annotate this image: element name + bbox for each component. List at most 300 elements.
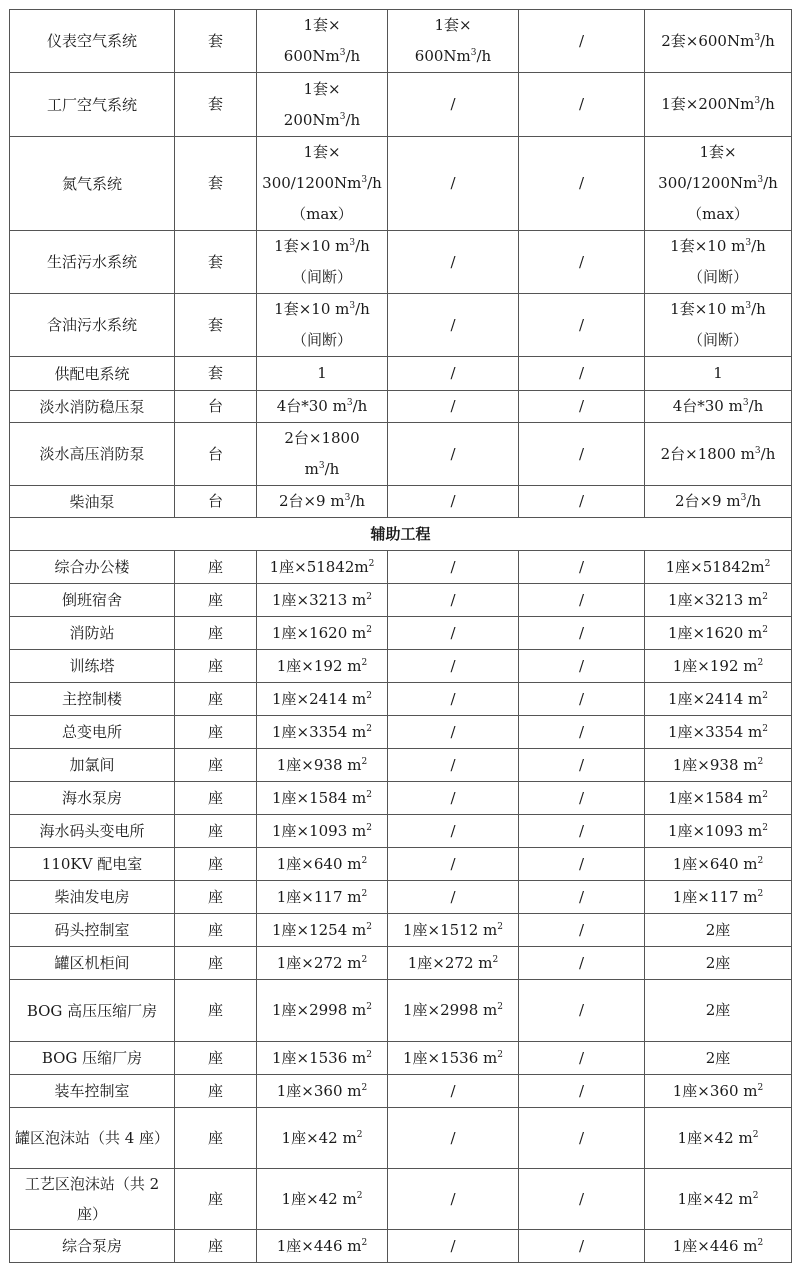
cell-line xyxy=(260,358,384,389)
cell-text: / xyxy=(578,364,585,382)
cell-item-name: 综合办公楼 xyxy=(10,551,175,584)
table-row xyxy=(10,683,792,716)
cell-text: 1座×640 m xyxy=(672,854,758,873)
cell-line xyxy=(391,1231,515,1262)
cell-item-name: 含油污水系统 xyxy=(10,294,175,357)
cell-line xyxy=(648,137,788,168)
cell-line xyxy=(648,26,788,57)
cell-text: 1座×938 m xyxy=(672,755,758,774)
cell-c3 xyxy=(257,10,388,73)
cell-c3 xyxy=(257,486,388,518)
cell-line xyxy=(648,995,788,1026)
cell-c3 xyxy=(257,423,388,486)
superscript: 2 xyxy=(757,1082,764,1093)
cell-unit: 座 xyxy=(175,551,257,584)
cell-text: 1套× xyxy=(303,16,341,34)
cell-line xyxy=(648,717,788,748)
cell-c6 xyxy=(645,391,792,423)
superscript: 2 xyxy=(366,723,372,734)
superscript: 3 xyxy=(349,301,356,311)
cell-line xyxy=(522,684,641,715)
cell-line xyxy=(648,1231,788,1262)
cell-line xyxy=(522,1043,641,1074)
cell-c3 xyxy=(257,650,388,683)
cell-line xyxy=(260,948,384,979)
cell-c4 xyxy=(388,357,519,391)
cell-c3 xyxy=(257,782,388,815)
cell-item-name: 淡水消防稳压泵 xyxy=(10,391,175,423)
table-row xyxy=(10,782,792,815)
cell-line xyxy=(648,325,788,356)
cell-c6 xyxy=(645,980,792,1042)
cell-unit: 套 xyxy=(175,231,257,294)
cell-line xyxy=(648,1076,788,1107)
table-row xyxy=(10,914,792,947)
table-row xyxy=(10,584,792,617)
cell-line xyxy=(260,1184,384,1215)
cell-unit: 座 xyxy=(175,617,257,650)
cell-c3 xyxy=(257,683,388,716)
cell-text: / xyxy=(450,397,456,415)
cell-c3 xyxy=(257,980,388,1042)
cell-line xyxy=(648,552,788,583)
cell-text: 1座×3213 m xyxy=(667,590,763,609)
cell-c6 xyxy=(645,551,792,584)
cell-c4 xyxy=(388,1169,519,1230)
cell-c6 xyxy=(645,1108,792,1169)
cell-c5 xyxy=(519,881,645,914)
cell-line xyxy=(391,684,515,715)
cell-unit: 座 xyxy=(175,1075,257,1108)
cell-line xyxy=(391,995,515,1026)
superscript: 2 xyxy=(366,690,372,701)
cell-line xyxy=(391,1123,515,1154)
cell-line xyxy=(260,294,384,325)
cell-line xyxy=(260,486,384,517)
cell-line xyxy=(522,552,641,583)
table-body-auxiliary xyxy=(10,551,792,1263)
cell-line xyxy=(260,651,384,682)
cell-line xyxy=(522,486,641,517)
cell-unit: 座 xyxy=(175,749,257,782)
cell-text: 1座×1093 m xyxy=(271,821,367,840)
superscript: 2 xyxy=(361,954,368,965)
table-body-systems xyxy=(10,10,792,518)
cell-text-suffix: /h xyxy=(324,460,340,478)
cell-line xyxy=(522,1123,641,1154)
cell-text: 1座×1254 m xyxy=(271,920,367,939)
cell-line xyxy=(391,948,515,979)
cell-c6 xyxy=(645,914,792,947)
cell-c3 xyxy=(257,231,388,294)
cell-text: / xyxy=(450,623,456,642)
cell-unit: 座 xyxy=(175,947,257,980)
superscript: 2 xyxy=(356,1190,363,1201)
cell-line xyxy=(648,948,788,979)
table-row xyxy=(10,10,792,73)
table-row xyxy=(10,486,792,518)
cell-text: / xyxy=(450,1236,456,1255)
cell-text: / xyxy=(578,656,585,675)
table-row xyxy=(10,137,792,231)
cell-line xyxy=(260,1123,384,1154)
superscript: 2 xyxy=(497,921,503,932)
cell-c3 xyxy=(257,137,388,231)
cell-text: 1套× xyxy=(699,143,737,161)
cell-text: 1座×2414 m xyxy=(667,689,763,708)
cell-text: 300/1200Nm xyxy=(658,174,758,192)
superscript: 3 xyxy=(339,111,346,122)
superscript: 3 xyxy=(757,175,764,185)
cell-text: / xyxy=(450,590,456,609)
cell-text: 2座 xyxy=(705,1048,731,1067)
cell-text: 1座×42 m xyxy=(281,1128,357,1147)
cell-c5 xyxy=(519,10,645,73)
cell-c5 xyxy=(519,73,645,137)
cell-line xyxy=(260,1043,384,1074)
cell-c5 xyxy=(519,683,645,716)
superscript: 2 xyxy=(366,789,372,800)
cell-c4 xyxy=(388,391,519,423)
cell-line xyxy=(391,391,515,422)
cell-text: （间断） xyxy=(291,331,352,349)
cell-text: 1座×1093 m xyxy=(667,821,763,840)
cell-item-name: 柴油发电房 xyxy=(10,881,175,914)
cell-line xyxy=(260,618,384,649)
cell-line xyxy=(522,358,641,389)
cell-text: 1座×3213 m xyxy=(271,590,367,609)
cell-unit: 套 xyxy=(175,137,257,231)
cell-text-suffix: /h xyxy=(345,110,361,129)
cell-text: 1套×10 m xyxy=(670,300,746,318)
cell-line xyxy=(391,783,515,814)
cell-line xyxy=(648,849,788,880)
cell-text: 1套×10 m xyxy=(274,237,350,255)
cell-line xyxy=(522,1231,641,1262)
cell-c5 xyxy=(519,1075,645,1108)
cell-text: 2台×1800 m xyxy=(660,444,755,463)
cell-text: 2台×1800 xyxy=(284,429,360,447)
cell-text: 1座×1512 m xyxy=(402,920,498,939)
cell-c6 xyxy=(645,749,792,782)
cell-text: 1套× xyxy=(434,16,472,34)
cell-line xyxy=(391,882,515,913)
cell-line xyxy=(648,391,788,422)
cell-c6 xyxy=(645,881,792,914)
cell-c3 xyxy=(257,881,388,914)
cell-line xyxy=(391,816,515,847)
superscript: 2 xyxy=(764,558,771,569)
cell-text: / xyxy=(578,1128,585,1147)
cell-item-name: 供配电系统 xyxy=(10,357,175,391)
cell-text: 1座×272 m xyxy=(276,953,362,972)
cell-text: / xyxy=(450,1128,456,1147)
cell-text-suffix: /h xyxy=(751,237,766,255)
cell-unit: 座 xyxy=(175,980,257,1042)
cell-c3 xyxy=(257,716,388,749)
cell-line xyxy=(391,310,515,341)
cell-text: 1座×2998 m xyxy=(271,1001,367,1019)
cell-text: 1座×938 m xyxy=(276,755,362,774)
table-row xyxy=(10,73,792,137)
cell-c3 xyxy=(257,617,388,650)
cell-line xyxy=(648,262,788,293)
cell-c4 xyxy=(388,294,519,357)
cell-text-suffix: /h xyxy=(345,47,361,65)
cell-item-name: 110KV 配电室 xyxy=(10,848,175,881)
cell-c5 xyxy=(519,551,645,584)
cell-text: 2座 xyxy=(705,1001,731,1019)
cell-text: （max） xyxy=(687,205,749,223)
cell-text: / xyxy=(578,252,585,271)
cell-text: / xyxy=(450,364,456,382)
superscript: 2 xyxy=(366,591,372,602)
cell-text: 4台*30 m xyxy=(276,397,347,415)
cell-c5 xyxy=(519,848,645,881)
cell-unit: 台 xyxy=(175,486,257,518)
cell-c5 xyxy=(519,947,645,980)
cell-text: / xyxy=(578,887,585,906)
cell-line xyxy=(260,391,384,422)
table-row xyxy=(10,423,792,486)
superscript: 2 xyxy=(497,1002,503,1012)
table-body-section xyxy=(10,518,792,551)
cell-item-name: 训练塔 xyxy=(10,650,175,683)
cell-text: / xyxy=(578,1189,585,1208)
superscript: 3 xyxy=(344,493,351,503)
cell-text: / xyxy=(578,788,585,807)
superscript: 3 xyxy=(740,493,747,503)
cell-text: 600Nm xyxy=(283,47,340,65)
cell-c6 xyxy=(645,1075,792,1108)
cell-c3 xyxy=(257,294,388,357)
cell-unit: 套 xyxy=(175,73,257,137)
cell-line xyxy=(522,783,641,814)
cell-c3 xyxy=(257,551,388,584)
cell-text: / xyxy=(578,755,585,774)
cell-line xyxy=(391,618,515,649)
cell-text: / xyxy=(578,854,585,873)
table-row xyxy=(10,551,792,584)
cell-c6 xyxy=(645,683,792,716)
cell-line xyxy=(260,882,384,913)
cell-item-name: 柴油泵 xyxy=(10,486,175,518)
cell-text: 1套× xyxy=(303,79,341,98)
superscript: 2 xyxy=(361,1237,368,1248)
superscript: 2 xyxy=(361,1082,368,1093)
cell-text-suffix: /h xyxy=(760,444,776,463)
cell-text: 1座×1620 m xyxy=(667,623,763,642)
cell-unit: 套 xyxy=(175,294,257,357)
cell-c4 xyxy=(388,231,519,294)
superscript: 3 xyxy=(742,398,749,408)
cell-c4 xyxy=(388,848,519,881)
cell-text: / xyxy=(450,557,456,576)
cell-unit: 座 xyxy=(175,584,257,617)
cell-text: 4台*30 m xyxy=(672,397,743,415)
cell-line xyxy=(391,717,515,748)
cell-text-suffix: /h xyxy=(760,95,775,113)
cell-item-name: 消防站 xyxy=(10,617,175,650)
cell-c5 xyxy=(519,294,645,357)
cell-text: 1座×51842m xyxy=(665,557,765,576)
cell-line xyxy=(391,552,515,583)
cell-text: / xyxy=(578,174,585,192)
cell-text: / xyxy=(578,492,585,510)
superscript: 3 xyxy=(361,175,368,185)
cell-text: 1座×1536 m xyxy=(271,1048,367,1067)
cell-line xyxy=(522,1184,641,1215)
cell-item-name: 工艺区泡沫站（共 2 座） xyxy=(10,1169,175,1230)
cell-text: 1座×446 m xyxy=(672,1236,758,1255)
cell-line xyxy=(522,585,641,616)
superscript: 2 xyxy=(762,789,768,800)
cell-unit: 座 xyxy=(175,881,257,914)
cell-c4 xyxy=(388,1230,519,1263)
cell-line xyxy=(648,1184,788,1215)
cell-line xyxy=(391,1184,515,1215)
cell-text: 1座×1536 m xyxy=(402,1048,498,1067)
cell-text: （间断） xyxy=(687,331,748,349)
cell-text: 2台×9 m xyxy=(674,492,741,510)
cell-line xyxy=(648,783,788,814)
cell-text: 1座×1620 m xyxy=(271,623,367,642)
cell-text: / xyxy=(450,887,456,906)
cell-item-name: 综合泵房 xyxy=(10,1230,175,1263)
table-row xyxy=(10,1169,792,1230)
superscript: 2 xyxy=(366,822,372,833)
cell-item-name: 海水泵房 xyxy=(10,782,175,815)
cell-unit: 座 xyxy=(175,1169,257,1230)
table-row xyxy=(10,947,792,980)
cell-c6 xyxy=(645,73,792,137)
superscript: 3 xyxy=(346,398,353,408)
cell-text: / xyxy=(450,252,456,271)
cell-text: / xyxy=(450,722,456,741)
cell-c5 xyxy=(519,486,645,518)
table-row xyxy=(10,294,792,357)
cell-line xyxy=(648,816,788,847)
cell-text: / xyxy=(578,557,585,576)
cell-line xyxy=(648,168,788,199)
cell-line xyxy=(391,1076,515,1107)
superscript: 2 xyxy=(762,723,768,734)
cell-text: 1座×3354 m xyxy=(271,722,367,741)
cell-unit: 套 xyxy=(175,357,257,391)
cell-text: 1套×10 m xyxy=(670,237,746,255)
table-row xyxy=(10,231,792,294)
cell-c6 xyxy=(645,357,792,391)
cell-unit: 座 xyxy=(175,914,257,947)
superscript: 2 xyxy=(757,1237,764,1248)
cell-text: 1座×192 m xyxy=(276,656,362,675)
cell-line xyxy=(391,750,515,781)
cell-line xyxy=(391,486,515,517)
cell-text: m xyxy=(304,460,319,478)
cell-line xyxy=(648,1123,788,1154)
cell-c5 xyxy=(519,1169,645,1230)
cell-line xyxy=(391,41,515,72)
cell-text: / xyxy=(578,821,585,840)
cell-text: / xyxy=(578,1048,585,1067)
cell-line xyxy=(260,325,384,356)
cell-line xyxy=(391,168,515,199)
superscript: 2 xyxy=(368,558,375,569)
cell-line xyxy=(522,651,641,682)
superscript: 2 xyxy=(757,756,764,767)
table-row xyxy=(10,391,792,423)
table-row xyxy=(10,650,792,683)
cell-c5 xyxy=(519,815,645,848)
cell-line xyxy=(391,849,515,880)
cell-c4 xyxy=(388,914,519,947)
cell-text-suffix: /h xyxy=(751,300,766,318)
cell-c5 xyxy=(519,1042,645,1075)
table-row xyxy=(10,1230,792,1263)
cell-item-name: BOG 压缩厂房 xyxy=(10,1042,175,1075)
cell-line xyxy=(522,915,641,946)
cell-line xyxy=(260,816,384,847)
cell-text: 1座×272 m xyxy=(407,953,493,972)
cell-line xyxy=(648,439,788,470)
cell-item-name: 仪表空气系统 xyxy=(10,10,175,73)
cell-line xyxy=(391,915,515,946)
cell-c5 xyxy=(519,650,645,683)
cell-item-name: 工厂空气系统 xyxy=(10,73,175,137)
cell-c4 xyxy=(388,486,519,518)
cell-c5 xyxy=(519,584,645,617)
cell-line xyxy=(522,717,641,748)
cell-text: 1套×200Nm xyxy=(661,95,755,113)
cell-text: / xyxy=(450,174,456,192)
cell-line xyxy=(522,26,641,57)
cell-c6 xyxy=(645,294,792,357)
cell-unit: 座 xyxy=(175,1108,257,1169)
cell-c3 xyxy=(257,1042,388,1075)
cell-c5 xyxy=(519,1230,645,1263)
cell-text: / xyxy=(578,920,585,939)
cell-text: / xyxy=(578,397,585,415)
cell-line xyxy=(391,439,515,470)
cell-c6 xyxy=(645,617,792,650)
cell-c4 xyxy=(388,650,519,683)
superscript: 2 xyxy=(762,624,768,635)
cell-text: 1座×192 m xyxy=(672,656,758,675)
cell-c4 xyxy=(388,716,519,749)
cell-text: 200Nm xyxy=(283,110,340,129)
cell-text: 1座×3354 m xyxy=(667,722,763,741)
cell-text: / xyxy=(450,315,456,334)
cell-item-name: BOG 高压压缩厂房 xyxy=(10,980,175,1042)
superscript: 3 xyxy=(349,238,356,248)
cell-c3 xyxy=(257,1230,388,1263)
cell-text: 1座×360 m xyxy=(276,1081,362,1100)
cell-text-suffix: /h xyxy=(350,492,366,510)
cell-text: 1套× xyxy=(303,143,341,161)
cell-c3 xyxy=(257,357,388,391)
cell-text: 1座×2998 m xyxy=(402,1001,498,1019)
superscript: 3 xyxy=(754,32,761,43)
cell-line xyxy=(391,1043,515,1074)
cell-unit: 座 xyxy=(175,650,257,683)
cell-text: 1座×42 m xyxy=(677,1128,753,1147)
cell-text: 1座×42 m xyxy=(677,1189,753,1208)
cell-text: / xyxy=(450,821,456,840)
cell-text: / xyxy=(450,492,456,510)
cell-unit: 座 xyxy=(175,1230,257,1263)
cell-text: / xyxy=(578,444,585,463)
cell-line xyxy=(648,750,788,781)
